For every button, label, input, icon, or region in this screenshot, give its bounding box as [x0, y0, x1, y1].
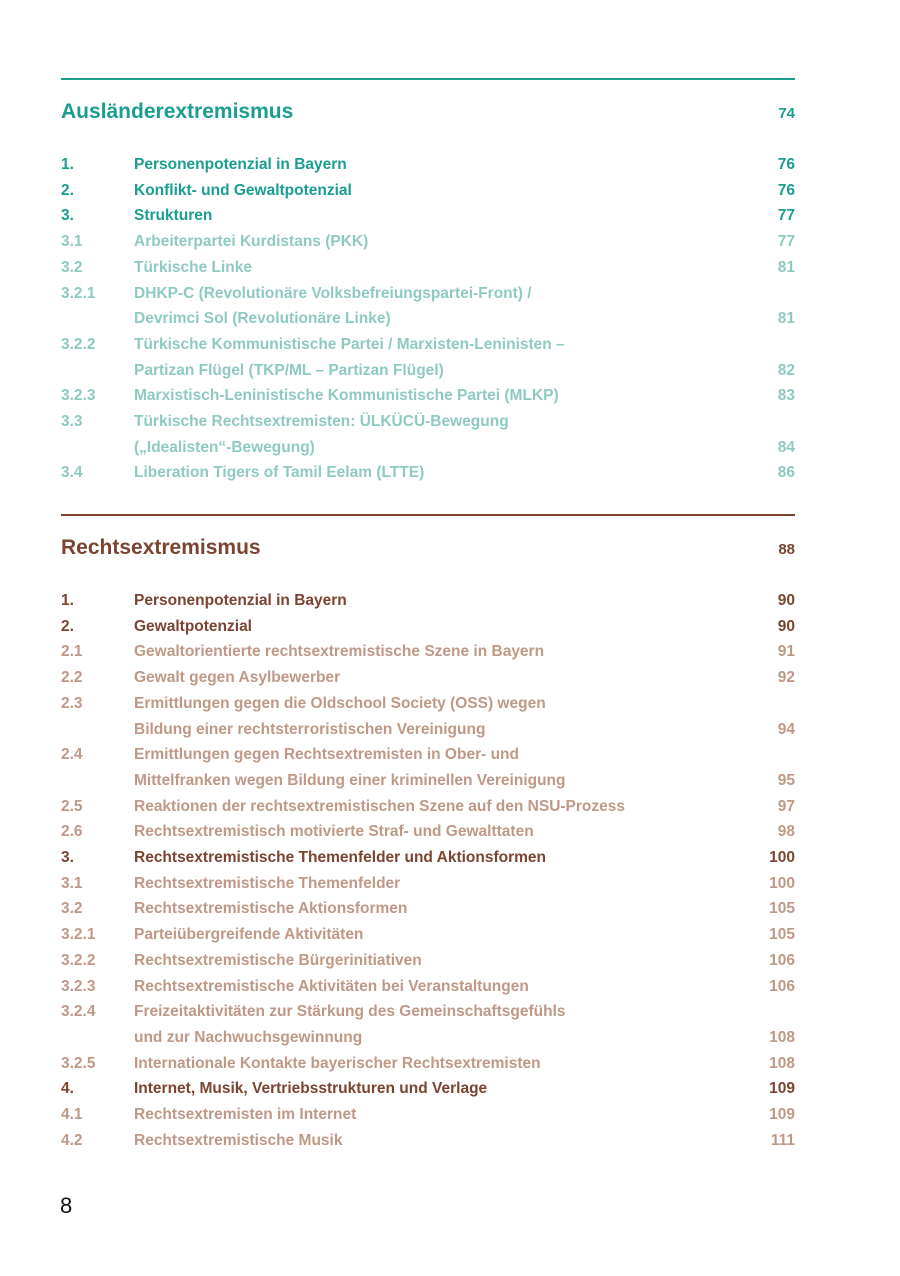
entry-title	[134, 794, 735, 820]
entry-page: 81	[777, 310, 795, 328]
entry-title-line: und zur Nachwuchsgewinnung	[134, 1028, 363, 1046]
toc-entry[interactable]	[61, 665, 795, 691]
entry-title-line: Rechtsextremistische Themenfelder und Aktionsformen	[134, 849, 546, 867]
entry-number: 2.6	[61, 823, 83, 841]
entry-page: 109	[769, 1106, 795, 1124]
toc-list	[61, 588, 795, 1153]
toc-entry[interactable]	[61, 871, 795, 897]
entry-number: 3.1	[61, 233, 83, 251]
entry-title	[134, 203, 735, 229]
toc-entry[interactable]	[61, 1102, 795, 1128]
entry-number: 3.2.3	[61, 977, 96, 995]
entry-title	[134, 281, 735, 332]
entry-page: 105	[769, 926, 795, 944]
entry-title-line: Mittelfranken wegen Bildung einer kriminellen Vereinigung	[134, 771, 566, 789]
entry-number: 4.1	[61, 1106, 83, 1124]
entry-title-line: Rechtsextremistische Aktivitäten bei Veranstaltungen	[134, 977, 529, 995]
entry-title	[134, 845, 735, 871]
entry-title	[134, 974, 735, 1000]
entry-page: 76	[777, 156, 795, 173]
toc-entry[interactable]	[61, 922, 795, 948]
entry-title	[134, 332, 735, 383]
entry-title-line: Strukturen	[134, 207, 213, 225]
entry-number: 3.2	[61, 258, 83, 276]
entry-number: 2.5	[61, 797, 83, 815]
entry-title-line: Internationale Kontakte bayerischer Rechtsextremisten	[134, 1054, 541, 1072]
entry-title-line: Rechtsextremistische Bürgerinitiativen	[134, 951, 422, 969]
entry-title	[134, 1128, 735, 1154]
entry-title	[134, 383, 735, 409]
toc-entry[interactable]	[61, 281, 795, 332]
entry-number: 4.2	[61, 1131, 83, 1149]
entry-page: 98	[777, 823, 795, 841]
entry-title-line: Rechtsextremistische Themenfelder	[134, 874, 401, 892]
entry-title-line: Ermittlungen gegen die Oldschool Society (OSS) wegen	[134, 694, 546, 712]
entry-number: 3.4	[61, 464, 83, 482]
entry-page: 95	[777, 771, 795, 789]
entry-number: 3.2.5	[61, 1054, 96, 1072]
toc-entry[interactable]	[61, 691, 795, 742]
toc-entry[interactable]	[61, 639, 795, 665]
entry-number: 3.	[61, 849, 74, 867]
entry-page: 109	[769, 1080, 795, 1098]
toc-entry[interactable]	[61, 896, 795, 922]
entry-number: 3.2.4	[61, 1003, 96, 1021]
entry-number: 2.3	[61, 694, 83, 712]
toc-entry[interactable]	[61, 1051, 795, 1077]
toc-entry[interactable]	[61, 948, 795, 974]
entry-page: 92	[777, 669, 795, 687]
entry-title-line: Rechtsextremistische Aktionsformen	[134, 900, 408, 918]
entry-title-line: Türkische Kommunistische Partei / Marxisten-Leninisten –	[134, 335, 565, 353]
entry-title-line: Ermittlungen gegen Rechtsextremisten in Ober- und	[134, 746, 519, 764]
entry-title	[134, 819, 735, 845]
entry-title-line: Marxistisch-Leninistische Kommunistische Partei (MLKP)	[134, 387, 559, 405]
section-title: Rechtsextremismus	[61, 536, 261, 559]
toc-entry[interactable]	[61, 614, 795, 640]
toc-entry[interactable]	[61, 819, 795, 845]
entry-title-line: Reaktionen der rechtsextremistischen Szene auf den NSU-Prozess	[134, 797, 625, 815]
entry-number: 3.2.3	[61, 387, 96, 405]
entry-title-line: Bildung einer rechtsterroristischen Vereinigung	[134, 720, 486, 738]
entry-title	[134, 922, 735, 948]
entry-title-line: Internet, Musik, Vertriebsstrukturen und Verlage	[134, 1080, 488, 1098]
entry-title	[134, 639, 735, 665]
toc-entry[interactable]	[61, 794, 795, 820]
entry-title	[134, 896, 735, 922]
entry-title	[134, 691, 735, 742]
toc-entry[interactable]	[61, 383, 795, 409]
entry-number: 2.1	[61, 643, 83, 661]
entry-title-line: Personenpotenzial in Bayern	[134, 592, 347, 609]
entry-title-line: Partizan Flügel (TKP/ML – Partizan Flügel)	[134, 361, 444, 379]
entry-title-line: Personenpotenzial in Bayern	[134, 156, 347, 173]
section-heading	[61, 100, 795, 134]
toc-entry[interactable]	[61, 152, 795, 178]
entry-number: 3.2.1	[61, 284, 96, 302]
entry-title	[134, 948, 735, 974]
entry-page: 108	[769, 1028, 795, 1046]
toc-entry[interactable]	[61, 974, 795, 1000]
entry-title-line: Türkische Linke	[134, 258, 253, 276]
entry-page: 82	[777, 361, 795, 379]
entry-number: 3.	[61, 207, 74, 225]
entry-title	[134, 255, 735, 281]
entry-title-line: Liberation Tigers of Tamil Eelam (LTTE)	[134, 464, 425, 482]
toc-section-rechtsextremismus	[61, 514, 795, 1153]
entry-title-line: Arbeiterpartei Kurdistans (PKK)	[134, 233, 369, 251]
entry-page: 90	[777, 617, 795, 635]
entry-page: 105	[769, 900, 795, 918]
entry-page: 76	[777, 181, 795, 199]
entry-title	[134, 1102, 735, 1128]
entry-title	[134, 588, 735, 614]
entry-number: 3.2.2	[61, 335, 96, 353]
entry-page: 108	[769, 1054, 795, 1072]
entry-number: 3.2	[61, 900, 83, 918]
entry-page: 81	[777, 258, 795, 276]
entry-title-line: Türkische Rechtsextremisten: ÜLKÜCÜ-Bewegung	[134, 413, 509, 431]
entry-title	[134, 999, 735, 1050]
toc-entry[interactable]	[61, 742, 795, 793]
entry-page: 106	[769, 977, 795, 995]
entry-page: 86	[777, 464, 795, 482]
entry-page: 106	[769, 951, 795, 969]
entry-page: 77	[777, 233, 795, 251]
entry-number: 2.	[61, 181, 74, 199]
toc-entry[interactable]	[61, 255, 795, 281]
entry-title	[134, 1051, 735, 1077]
entry-title	[134, 152, 735, 178]
entry-title	[134, 742, 735, 793]
toc-entry[interactable]	[61, 1128, 795, 1154]
entry-title	[134, 409, 735, 460]
toc-entry[interactable]	[61, 332, 795, 383]
entry-title-line: Parteiübergreifende Aktivitäten	[134, 926, 364, 944]
entry-page: 91	[777, 643, 795, 661]
entry-page: 84	[777, 438, 795, 456]
entry-title-line: („Idealisten“-Bewegung)	[134, 438, 315, 456]
entry-title	[134, 460, 735, 486]
entry-title	[134, 229, 735, 255]
toc-entry[interactable]	[61, 229, 795, 255]
section-title: Ausländerextremismus	[61, 100, 294, 123]
entry-title-line: Freizeitaktivitäten zur Stärkung des Gemeinschaftsgefühls	[134, 1003, 566, 1021]
section-divider	[61, 78, 795, 80]
toc-section-auslaenderextremismus	[61, 78, 795, 486]
entry-page: 83	[777, 387, 795, 405]
toc-entry[interactable]	[61, 178, 795, 204]
section-page: 74	[778, 105, 795, 122]
entry-title	[134, 665, 735, 691]
entry-page: 77	[777, 207, 795, 225]
entry-number: 2.2	[61, 669, 83, 687]
entry-number: 1.	[61, 156, 74, 173]
entry-number: 1.	[61, 592, 74, 609]
entry-title-line: Rechtsextremistische Musik	[134, 1131, 343, 1149]
entry-number: 3.3	[61, 413, 83, 431]
entry-title-line: Rechtsextremistisch motivierte Straf- und Gewalttaten	[134, 823, 534, 841]
entry-page: 90	[777, 592, 795, 609]
entry-title	[134, 178, 735, 204]
toc-entry[interactable]	[61, 409, 795, 460]
entry-page: 94	[777, 720, 795, 738]
entry-page: 100	[769, 849, 795, 867]
entry-title-line: Gewaltpotenzial	[134, 617, 252, 635]
entry-number: 3.1	[61, 874, 83, 892]
toc-list	[61, 152, 795, 486]
toc-entry[interactable]	[61, 588, 795, 614]
entry-number: 4.	[61, 1080, 74, 1098]
entry-title-line: Rechtsextremisten im Internet	[134, 1106, 357, 1124]
entry-page: 100	[769, 874, 795, 892]
toc-entry[interactable]	[61, 460, 795, 486]
entry-page: 97	[777, 797, 795, 815]
page-number: 8	[60, 1193, 73, 1218]
entry-title	[134, 871, 735, 897]
entry-title-line: Gewalt gegen Asylbewerber	[134, 669, 341, 687]
entry-number: 2.	[61, 617, 74, 635]
toc-entry[interactable]	[61, 999, 795, 1050]
entry-title-line: DHKP-C (Revolutionäre Volksbefreiungspartei-Front) /	[134, 284, 532, 302]
entry-title-line: Konflikt- und Gewaltpotenzial	[134, 181, 352, 199]
section-heading	[61, 536, 795, 570]
entry-title-line: Gewaltorientierte rechtsextremistische Szene in Bayern	[134, 643, 545, 661]
entry-number: 3.2.2	[61, 951, 96, 969]
entry-title	[134, 1076, 735, 1102]
entry-title	[134, 614, 735, 640]
entry-number: 3.2.1	[61, 926, 96, 944]
toc-entry[interactable]	[61, 845, 795, 871]
section-divider	[61, 514, 795, 516]
entry-page: 111	[770, 1131, 795, 1149]
toc-entry[interactable]	[61, 203, 795, 229]
section-page: 88	[778, 541, 795, 558]
entry-number: 2.4	[61, 746, 83, 764]
entry-title-line: Devrimci Sol (Revolutionäre Linke)	[134, 310, 391, 328]
toc-entry[interactable]	[61, 1076, 795, 1102]
